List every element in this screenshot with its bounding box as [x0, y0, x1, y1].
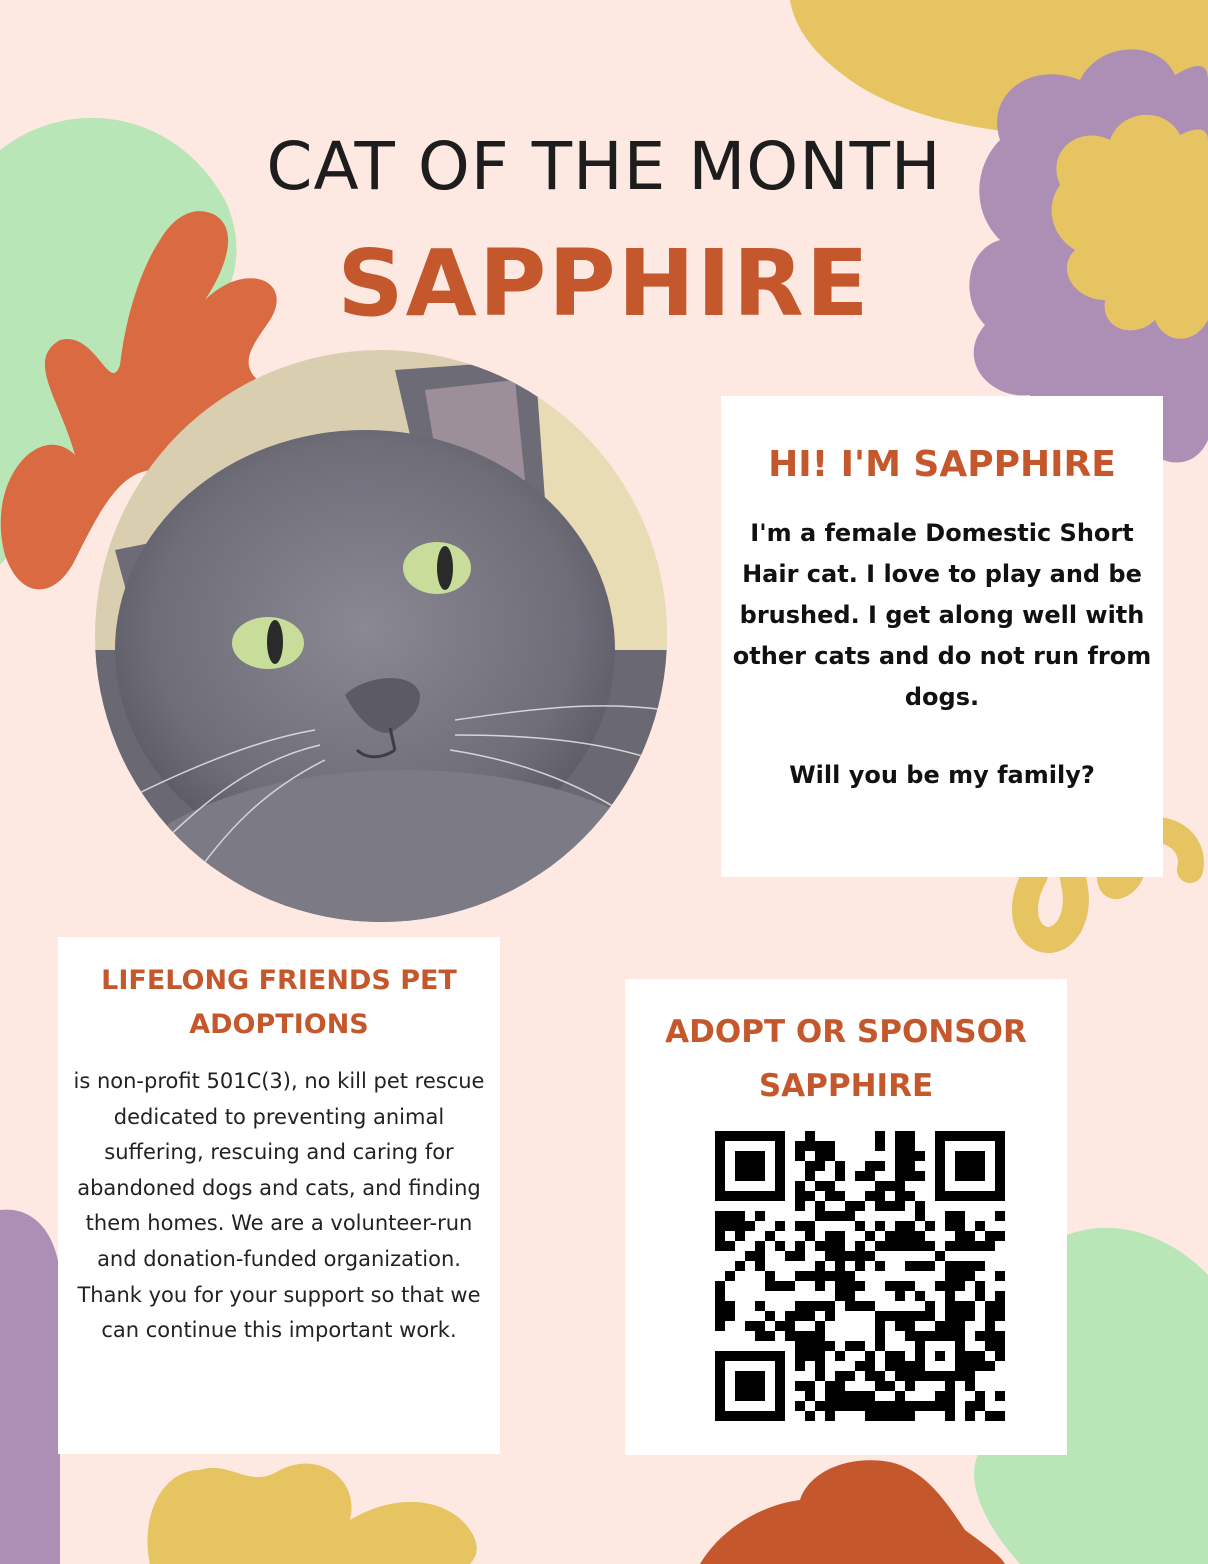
orange-blob-bottom	[700, 1460, 1005, 1564]
intro-heading: HI! I'M SAPPHIRE	[768, 444, 1116, 485]
adopt-card	[625, 979, 1067, 1455]
organization-body-text: is non-profit 501C(3), no kill pet rescue dedicated to preventing animal suffering, rescuing and caring for abandoned dogs and cats, and finding them homes. We are a volunteer-run and donation-funded organization. Thank you for your support so that we can continue this important work.	[73, 1069, 485, 1343]
organization-card	[58, 937, 500, 1454]
mustard-bottom-shape	[147, 1464, 476, 1564]
cat-photo	[95, 350, 667, 922]
adopt-heading: ADOPT OR SPONSOR SAPPHIRE	[665, 1014, 1027, 1104]
organization-heading: LIFELONG FRIENDS PET ADOPTIONS	[101, 965, 457, 1040]
intro-card	[721, 396, 1163, 877]
lavender-blob-bottom-left	[0, 1210, 61, 1564]
intro-body-text: I'm a female Domestic Short Hair cat. I love to play and be brushed. I get along well with other cats and do not run from dogs.	[732, 519, 1152, 711]
page-title: CAT OF THE MONTH	[266, 128, 942, 205]
cat-name-title: SAPPHIRE	[337, 230, 871, 337]
qr-code-image[interactable]	[715, 1131, 1005, 1421]
intro-question: Will you be my family?	[789, 761, 1095, 789]
